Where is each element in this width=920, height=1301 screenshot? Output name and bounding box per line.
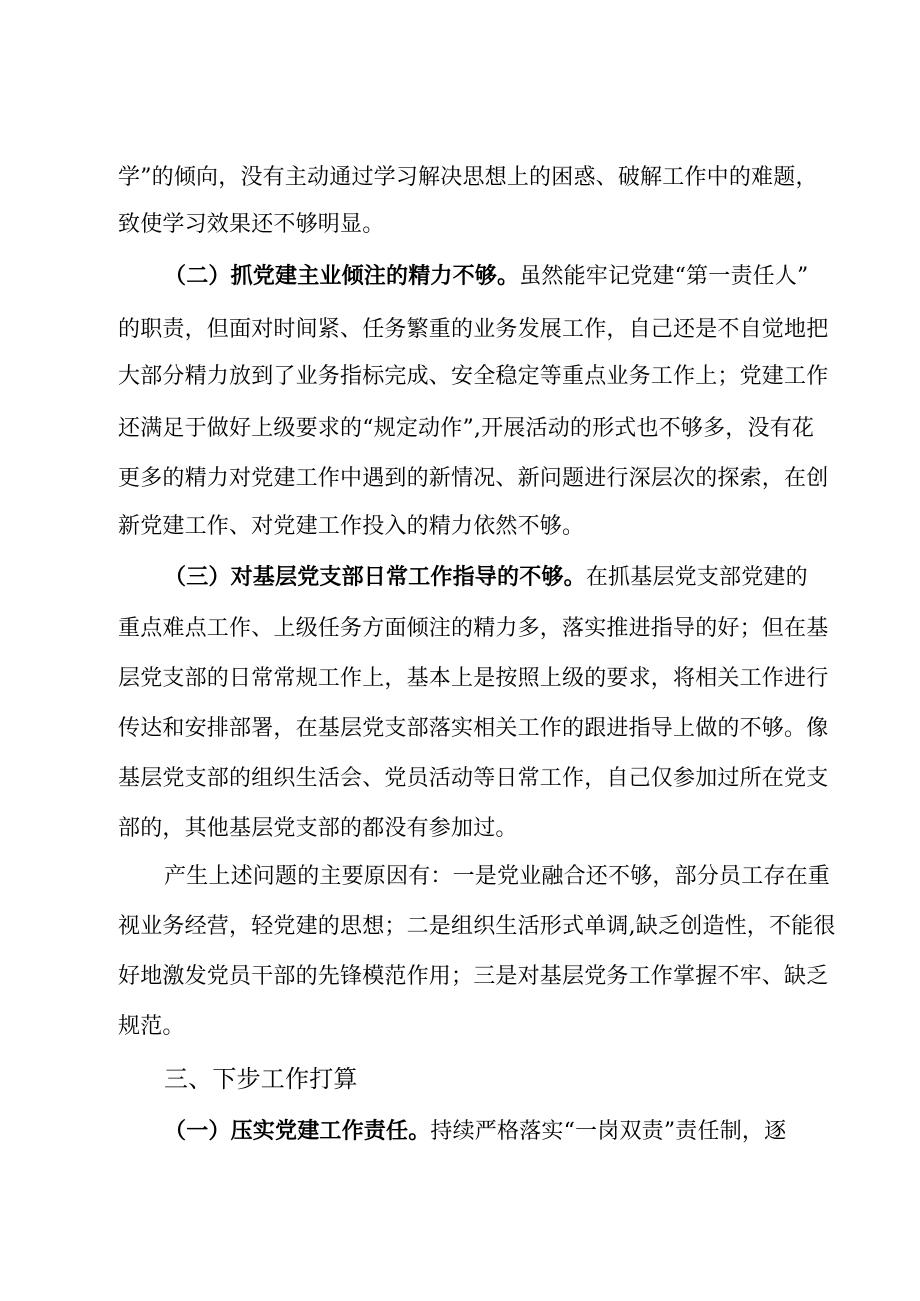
text-line: 的职责，但面对时间紧、任务繁重的业务发展工作，自己还是不自觉地把 [118, 317, 829, 342]
paragraph-heading: （三）对基层党支部日常工作指导的不够。 [164, 564, 586, 590]
text-line: 部的，其他基层党支部的都没有参加过。 [118, 816, 518, 841]
text-line: 大部分精力放到了业务指标完成、安全稳定等重点业务工作上；党建工作 [118, 364, 829, 389]
paragraph-text: 持续严格落实“一岗双责”责任制，逐 [430, 1119, 787, 1144]
text-line: 还满足于做好上级要求的“规定动作”,开展活动的形式也不够多，没有花 [118, 416, 815, 441]
paragraph-heading: （二）抓党建主业倾注的精力不够。 [164, 263, 520, 289]
paragraph-heading: （一）压实党建工作责任。 [164, 1118, 431, 1144]
text-line: 重点难点工作、上级任务方面倾注的精力多，落实推进指导的好；但在基 [118, 616, 829, 641]
paragraph-heading-line [164, 554, 920, 600]
text-line: 规范。 [118, 1014, 185, 1039]
section-heading: 三、下步工作打算 [164, 1065, 358, 1093]
paragraph-heading-line [164, 253, 920, 299]
text-line: 传达和安排部署，在基层党支部落实相关工作的跟进指导上做的不够。像 [118, 716, 829, 741]
text-line: 层党支部的日常常规工作上，基本上是按照上级的要求，将相关工作进行 [118, 666, 829, 691]
text-line: 基层党支部的组织生活会、党员活动等日常工作，自己仅参加过所在党支 [118, 766, 829, 791]
paragraph-text: 虽然能牢记党建“第一责任人” [519, 264, 809, 289]
paragraph-text: 在抓基层党支部党建的 [585, 565, 808, 590]
text-line: 好地激发党员干部的先锋模范作用；三是对基层党务工作掌握不牢、缺乏 [118, 964, 829, 989]
text-line: 致使学习效果还不够明显。 [118, 212, 385, 237]
text-line: 学”的倾向，没有主动通过学习解决思想上的困惑、破解工作中的难题， [118, 165, 818, 190]
text-line: 产生上述问题的主要原因有：一是党业融合还不够，部分员工存在重 [164, 864, 831, 889]
paragraph-heading-line [164, 1108, 920, 1154]
text-line: 视业务经营，轻党建的思想；二是组织生活形式单调,缺乏创造性，不能很 [118, 914, 836, 939]
text-line: 更多的精力对党建工作中遇到的新情况、新问题进行深层次的探索，在创 [118, 466, 829, 491]
text-line: 新党建工作、对党建工作投入的精力依然不够。 [118, 514, 585, 539]
